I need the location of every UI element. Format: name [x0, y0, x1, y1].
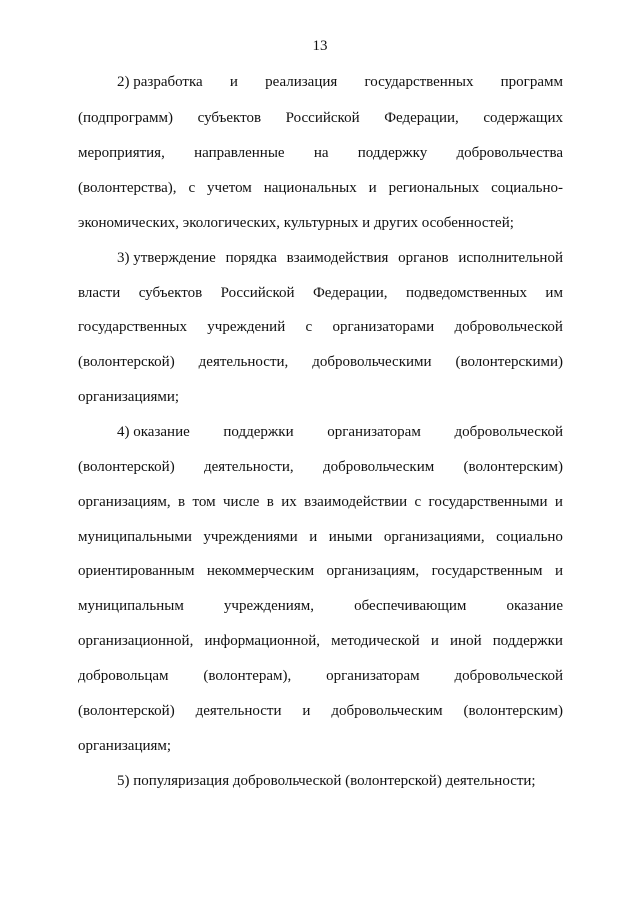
word: иной [450, 633, 482, 649]
word: учреждений [207, 319, 286, 335]
page-number: 13 [312, 38, 328, 54]
word: 4) оказание [117, 424, 190, 440]
word: учетом [207, 180, 252, 196]
word: в [266, 494, 274, 510]
word: информационной, [204, 633, 320, 649]
word: поддержку [357, 145, 428, 161]
word: ориентированным [78, 563, 195, 579]
word: государственным [431, 563, 543, 579]
word: муниципальным [78, 598, 184, 614]
text-line [78, 388, 563, 406]
word: том [192, 494, 216, 510]
word: (волонтерским) [463, 459, 563, 475]
text-line [78, 353, 563, 371]
text-line [78, 144, 563, 162]
word: добровольческим [331, 703, 443, 719]
text-line [78, 458, 563, 476]
word: с [305, 319, 313, 335]
word: органов [398, 250, 449, 266]
word: муниципальными [78, 529, 192, 545]
word: деятельности, [204, 459, 294, 475]
word: деятельности [195, 703, 282, 719]
word: взаимодействии [304, 494, 408, 510]
word: государственными [428, 494, 548, 510]
text-line [117, 249, 563, 267]
word: добровольческим [322, 459, 435, 475]
text-line [78, 737, 563, 755]
word: исполнительной [458, 250, 563, 266]
word: (волонтерскими) [455, 354, 563, 370]
word: организаторами [332, 319, 435, 335]
text-line [117, 772, 563, 790]
word: учреждениями [203, 529, 298, 545]
word: добровольческой [454, 668, 563, 684]
word: организациями, [383, 529, 485, 545]
word: программ [500, 74, 563, 90]
word: субъектов [138, 285, 203, 301]
text-line [78, 667, 563, 685]
word: обеспечивающим [354, 598, 467, 614]
word: региональных [388, 180, 480, 196]
word: мероприятия, [78, 145, 165, 161]
word: добровольчества [456, 145, 563, 161]
text-line [117, 73, 563, 91]
word: порядка [225, 250, 277, 266]
word: добровольческими [312, 354, 432, 370]
word: поддержки [223, 424, 294, 440]
word: организаторам [326, 668, 420, 684]
word: субъектов [197, 110, 262, 126]
word: 2) разработка [117, 74, 203, 90]
word: и [229, 74, 238, 90]
word: 3) утверждение [117, 250, 216, 266]
word: методической [331, 633, 420, 649]
text-line [78, 109, 563, 127]
word: и [430, 633, 439, 649]
word: и [309, 529, 318, 545]
word: и [554, 563, 563, 579]
word: 5) популяризация добровольческой (волонтерской) деятельности; [117, 773, 536, 789]
word: и [368, 180, 377, 196]
text-line [78, 562, 563, 580]
word: экономических, экологических, культурных и других особенностей; [78, 215, 514, 231]
word: деятельности, [198, 354, 289, 370]
word: организаторам [327, 424, 421, 440]
word: (волонтерской) [78, 354, 175, 370]
word: социально- [491, 180, 563, 196]
word: организационной, [78, 633, 194, 649]
text-line [78, 528, 563, 546]
word: (волонтерским) [463, 703, 563, 719]
text-line [78, 632, 563, 650]
word: (волонтерской) [78, 459, 175, 475]
text-line [78, 284, 563, 302]
word: социально [496, 529, 563, 545]
text-line [117, 423, 563, 441]
word: в [178, 494, 186, 510]
text-line [78, 214, 563, 232]
text-line [78, 179, 563, 197]
word: (волонтерам), [203, 668, 292, 684]
word: национальных [263, 180, 357, 196]
word: (подпрограмм) [78, 110, 174, 126]
word: направленные [194, 145, 285, 161]
word: организациями; [78, 389, 180, 405]
word: их [281, 494, 297, 510]
word: реализация [265, 74, 338, 90]
word: взаимодействия [286, 250, 389, 266]
word: поддержки [492, 633, 563, 649]
text-line [78, 318, 563, 336]
word: государственных [364, 74, 474, 90]
text-line [78, 493, 563, 511]
word: подведомственных [405, 285, 527, 301]
word: власти [78, 285, 121, 301]
word: и [302, 703, 311, 719]
word: государственных [78, 319, 187, 335]
word: добровольческой [454, 424, 563, 440]
text-line [78, 702, 563, 720]
word: Российской [220, 285, 295, 301]
word: организациям, [78, 494, 171, 510]
word: организациям, [326, 563, 420, 579]
word: содержащих [483, 110, 563, 126]
word: некоммерческим [206, 563, 315, 579]
word: Федерации, [384, 110, 459, 126]
word: организациям; [78, 738, 172, 754]
word: учреждениям, [223, 598, 314, 614]
word: Федерации, [312, 285, 388, 301]
word: с [188, 180, 196, 196]
word: с [414, 494, 422, 510]
word: (волонтерства), [78, 180, 177, 196]
text-line [78, 597, 563, 615]
word: им [545, 285, 563, 301]
word: добровольцам [78, 668, 169, 684]
word: и [554, 494, 563, 510]
word: Российской [285, 110, 360, 126]
word: на [313, 145, 329, 161]
word: добровольческой [454, 319, 563, 335]
word: (волонтерской) [78, 703, 175, 719]
word: иными [328, 529, 373, 545]
word: оказание [506, 598, 563, 614]
word: числе [223, 494, 260, 510]
